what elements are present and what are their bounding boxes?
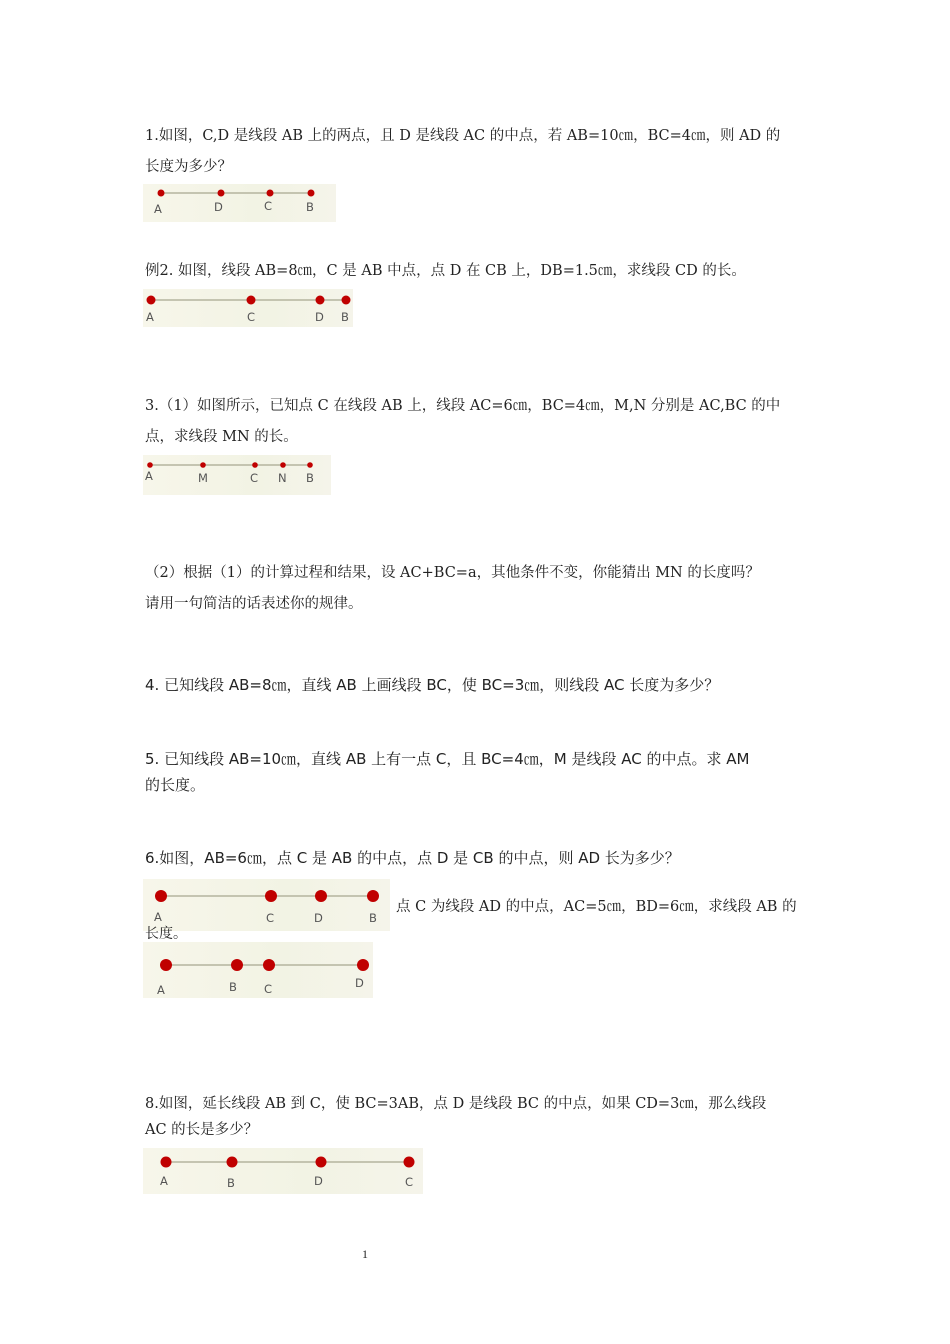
fig6-label-b: B bbox=[369, 911, 377, 925]
fig2-label-c: C bbox=[247, 310, 256, 324]
question-2 bbox=[145, 256, 815, 287]
fig1-label-d: D bbox=[214, 200, 223, 214]
fig3-label-n: N bbox=[278, 471, 287, 485]
question-7-text: 点 C 为线段 AD 的中点，AC=5㎝，BD=6㎝，求线段 AB 的 bbox=[396, 899, 797, 915]
question-2-line-1: 例2. 如图，线段 AB=8㎝，C 是 AB 中点，点 D 在 CB 上，DB=1.5㎝，求线段 CD 的长。 bbox=[145, 263, 746, 279]
question-6-line-1: 6.如图，AB=6㎝，点 C 是 AB 的中点，点 D 是 CB 的中点，则 AD 长为多少？ bbox=[145, 849, 680, 867]
fig7-label-b: B bbox=[229, 980, 237, 994]
question-8-line-1: 8.如图，延长线段 AB 到 C，使 BC=3AB，点 D 是线段 BC 的中点，如果 CD=3㎝，那么线段 bbox=[145, 1096, 767, 1112]
question-8-line-2: AC 的长是多少？ bbox=[145, 1122, 259, 1138]
question-4 bbox=[145, 670, 815, 701]
fig7-label-a: A bbox=[157, 983, 165, 997]
fig1-label-b: B bbox=[306, 200, 314, 214]
question-3-part-2 bbox=[145, 558, 825, 620]
figure-7 bbox=[143, 942, 373, 998]
question-3b-line-2: 请用一句简洁的话表述你的规律。 bbox=[145, 596, 363, 612]
question-3-line-2: 点，求线段 MN 的长。 bbox=[145, 429, 298, 445]
fig8-label-c: C bbox=[405, 1175, 414, 1189]
fig6-label-a: A bbox=[154, 910, 162, 924]
question-6 bbox=[145, 843, 815, 874]
fig3-label-b: B bbox=[306, 471, 314, 485]
question-8 bbox=[145, 1091, 815, 1143]
fig3-label-a: A bbox=[145, 469, 153, 483]
fig1-label-a: A bbox=[154, 202, 162, 216]
question-5-line-1: 5. 已知线段 AB=10㎝，直线 AB 上有一点 C，且 BC=4㎝，M 是线段 AC 的中点。求 AM bbox=[145, 750, 750, 768]
figure-3 bbox=[143, 455, 331, 495]
question-7-overflow-text: 长度。 bbox=[145, 926, 187, 939]
fig2-label-a: A bbox=[146, 310, 154, 324]
question-5-line-2: 的长度。 bbox=[145, 776, 206, 794]
fig8-label-d: D bbox=[314, 1174, 323, 1188]
question-3b-line-1: （2）根据（1）的计算过程和结果，设 AC+BC=a，其他条件不变，你能猜出 MN 的长度吗？ bbox=[145, 565, 760, 581]
fig6-label-c: C bbox=[266, 911, 275, 925]
fig7-label-d: D bbox=[355, 976, 364, 990]
fig6-label-d: D bbox=[314, 911, 323, 925]
question-1-line-1: 1.如图，C,D 是线段 AB 上的两点，且 D 是线段 AC 的中点，若 AB=10㎝，BC=4㎝，则 AD 的 bbox=[145, 128, 781, 144]
figure-8 bbox=[143, 1148, 423, 1194]
figure-1 bbox=[143, 184, 336, 222]
question-1-line-2: 长度为多少？ bbox=[145, 159, 232, 175]
question-5 bbox=[145, 746, 815, 798]
question-3-line-1: 3.（1）如图所示，已知点 C 在线段 AB 上，线段 AC=6㎝，BC=4㎝，M,N 分别是 AC,BC 的中 bbox=[145, 398, 781, 414]
fig8-label-b: B bbox=[227, 1176, 235, 1190]
fig2-label-b: B bbox=[341, 310, 349, 324]
question-3 bbox=[145, 391, 815, 453]
fig8-label-a: A bbox=[160, 1174, 168, 1188]
page-number: 1 bbox=[362, 1247, 368, 1261]
fig1-label-c: C bbox=[264, 199, 273, 213]
fig7-label-c: C bbox=[264, 982, 273, 996]
fig3-label-c: C bbox=[250, 471, 259, 485]
figure-6 bbox=[143, 879, 390, 931]
fig3-label-m: M bbox=[198, 471, 208, 485]
fig2-label-d: D bbox=[315, 310, 324, 324]
question-4-line-1: 4. 已知线段 AB=8㎝，直线 AB 上画线段 BC，使 BC=3㎝，则线段 AC 长度为多少？ bbox=[145, 676, 720, 694]
question-1 bbox=[145, 121, 815, 183]
figure-2 bbox=[143, 289, 353, 327]
